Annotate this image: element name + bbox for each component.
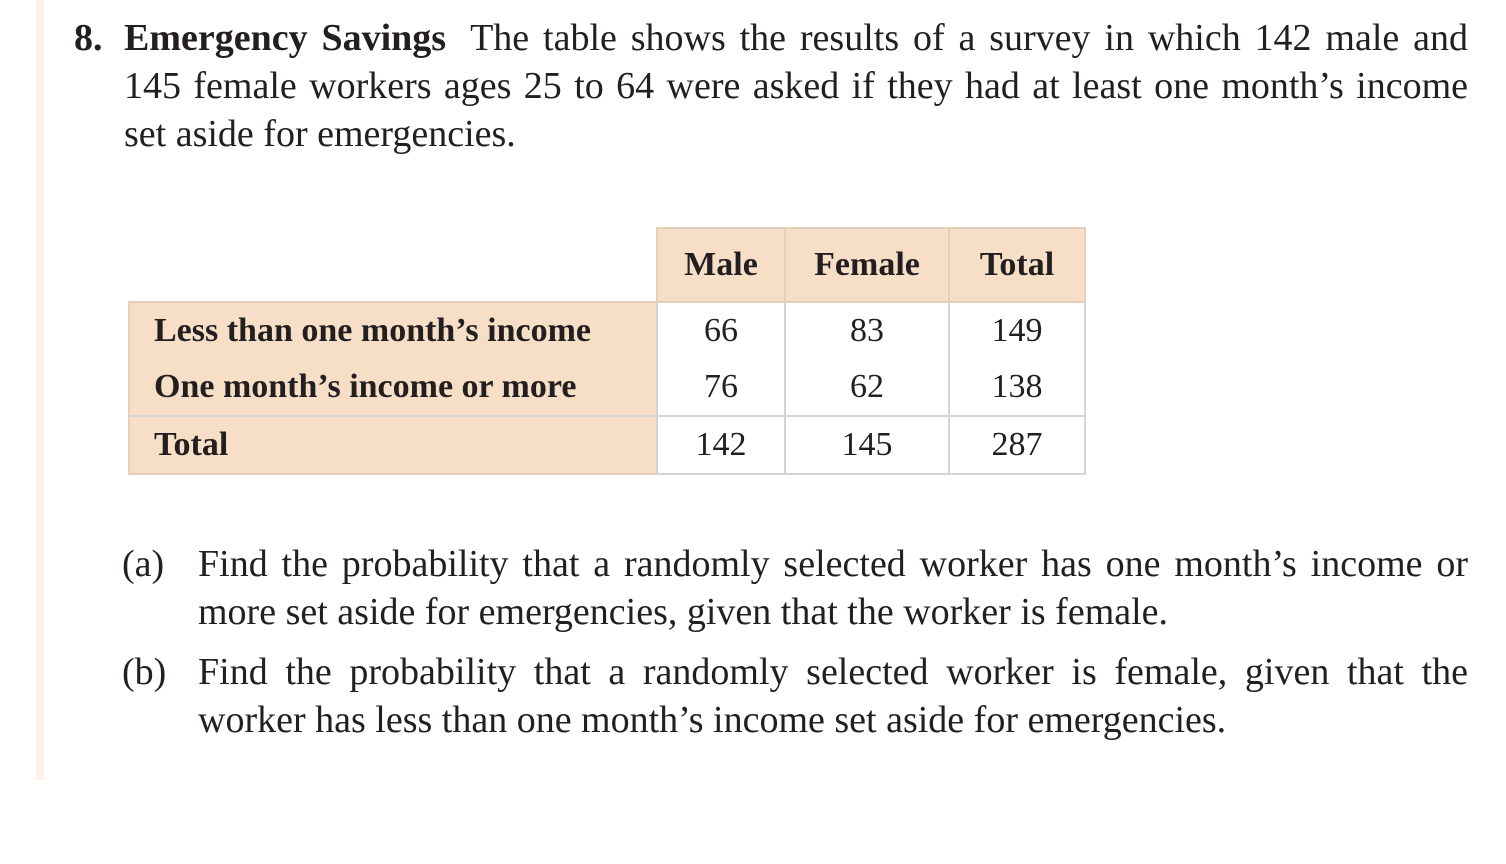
table-corner: [129, 228, 657, 302]
question-text: Find the probability that a randomly selected worker is female, given that the worker has less than one month’s income set aside for emergencies.: [198, 651, 1468, 741]
table-cell: 62: [785, 359, 949, 416]
question-a: [122, 540, 1468, 636]
question-b: [122, 648, 1468, 744]
table-cell: 83: [785, 302, 949, 359]
exercise-number: 8.: [74, 17, 103, 59]
question-label: (b): [122, 651, 167, 693]
row-header-one-month-or-more: One month’s income or more: [129, 359, 657, 416]
exercise-8: [74, 14, 1468, 158]
table-row-total: [129, 416, 1085, 474]
question-label: (a): [122, 543, 165, 585]
table-cell: 149: [949, 302, 1085, 359]
exercise-text: [124, 14, 1468, 158]
row-header-total: Total: [129, 416, 657, 474]
table-row: [129, 302, 1085, 359]
table-cell: 138: [949, 359, 1085, 416]
table-cell: 76: [657, 359, 785, 416]
question-text: Find the probability that a randomly selected worker has one month’s income or more set aside for emergencies, given that the worker is female.: [198, 543, 1468, 633]
table-row: [129, 359, 1085, 416]
question-list: [122, 540, 1468, 756]
survey-table: [128, 227, 1086, 475]
column-header-male: Male: [657, 228, 785, 302]
column-header-female: Female: [785, 228, 949, 302]
table-cell: 287: [949, 416, 1085, 474]
table-header-row: [129, 228, 1085, 302]
table-cell: 142: [657, 416, 785, 474]
column-header-total: Total: [949, 228, 1085, 302]
margin-rule: [36, 0, 44, 780]
exercise-intro-text: The table shows the results of a survey in which 142 male and 145 female workers ages 25 to 64 were asked if they had at least one month’s income set aside for emergencies.: [124, 17, 1468, 155]
row-header-less-than-one-month: Less than one month’s income: [129, 302, 657, 359]
table-cell: 145: [785, 416, 949, 474]
exercise-title: Emergency Savings: [124, 17, 447, 59]
exercise-intro: [74, 14, 1468, 158]
table-cell: 66: [657, 302, 785, 359]
